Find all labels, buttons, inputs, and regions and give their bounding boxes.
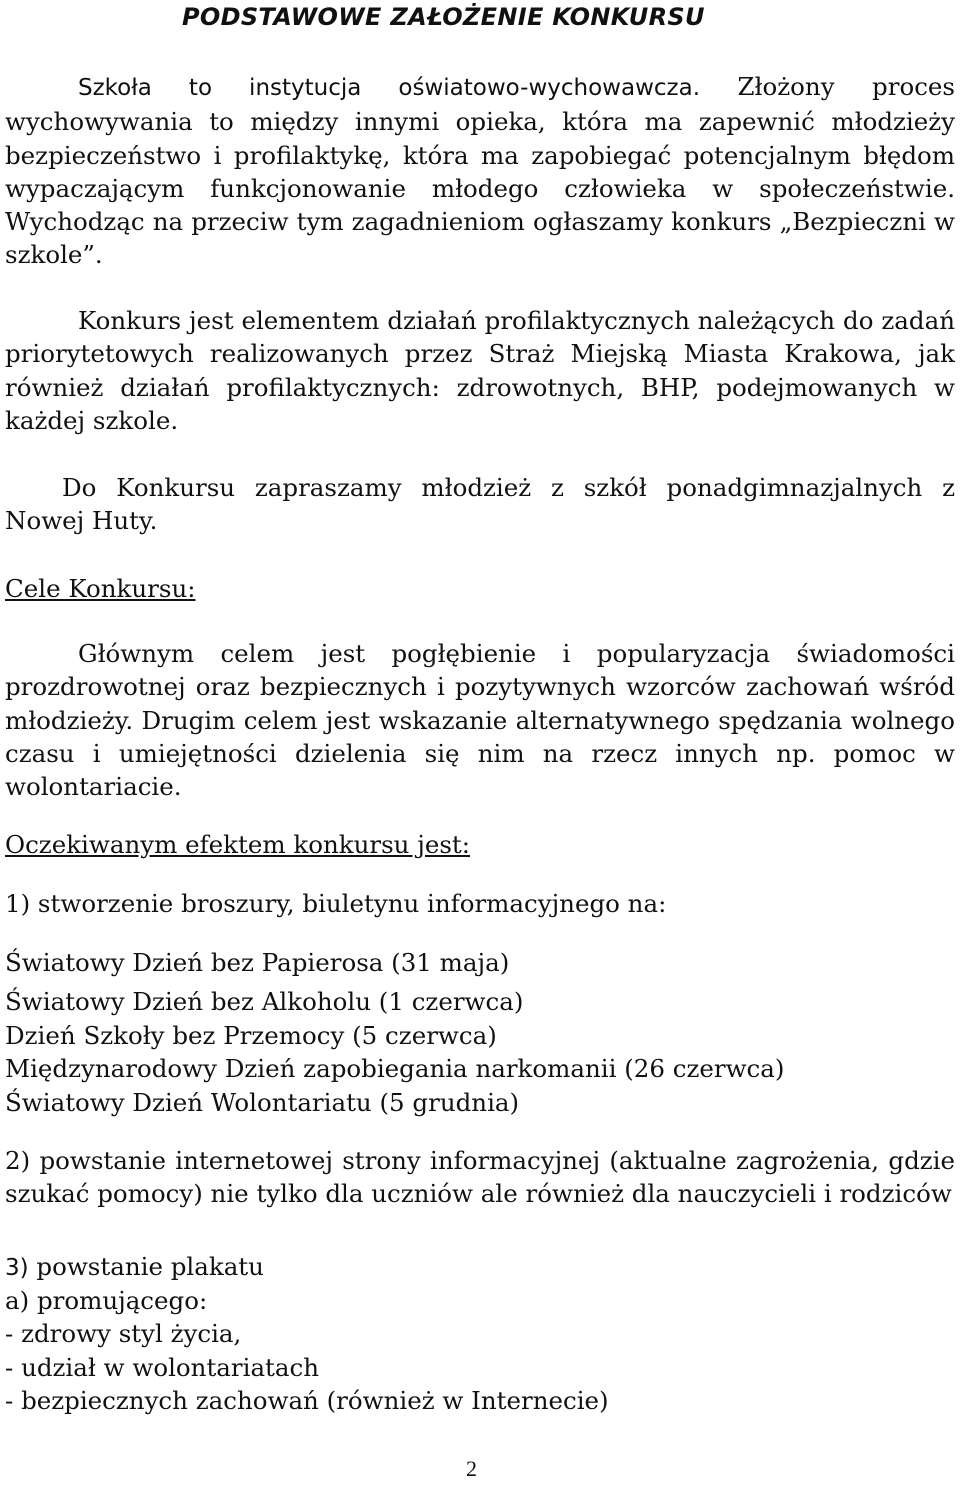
bullet-item: - udział w wolontariatach	[5, 1353, 320, 1382]
list-item-2: 2) powstanie internetowej strony informacyjnej (aktualne zagrożenia, gdzie szukać pomocy) nie tylko dla uczniów ale również dla nauczycieli i rodziców	[5, 1146, 955, 1209]
day-item: Światowy Dzień bez Alkoholu (1 czerwca)	[5, 987, 524, 1016]
bullet-item: - zdrowy styl życia,	[5, 1319, 242, 1348]
list-item-3-number: 3)	[5, 1255, 29, 1281]
heading-goals: Cele Konkursu:	[5, 574, 196, 603]
list-item-3	[5, 1250, 264, 1285]
list-item-1: 1) stworzenie broszury, biuletynu informacyjnego na:	[5, 889, 667, 918]
day-item: Dzień Szkoły bez Przemocy (5 czerwca)	[5, 1021, 497, 1050]
paragraph-goals: Głównym celem jest pogłębienie i popularyzacja świadomości prozdrowotnej oraz bezpiecznych i pozytywnych wzorców zachowań wśród młodzieży. Drugim celem jest wskazanie alternatywnego spędzania wolnego czasu i umiejętności dzielenia się nim na rzecz innych np. pomoc w wolontariacie.	[5, 639, 955, 802]
list-item-3a: a) promującego:	[5, 1286, 208, 1315]
paragraph-invitation: Do Konkursu zapraszamy młodzież z szkół ponadgimnazjalnych z Nowej Huty.	[5, 473, 955, 536]
page-number: 2	[466, 1456, 477, 1481]
paragraph-intro	[5, 70, 955, 272]
intro-rest: Złożony proces wychowywania to między innymi opieka, która ma zapewnić młodzieży bezpieczeństwo i profilaktykę, która ma zapobiegać potencjalnym błędom wypaczającym funkcjonowanie młodego człowieka w społeczeństwie. Wychodząc na przeciw tym zagadnieniom ogłaszamy konkurs „Bezpieczni w szkole”.	[5, 72, 955, 270]
bullet-item: - bezpiecznych zachowań (również w Internecie)	[5, 1386, 609, 1415]
day-item: Światowy Dzień Wolontariatu (5 grudnia)	[5, 1088, 520, 1117]
heading-expected-effect: Oczekiwanym efektem konkursu jest:	[5, 830, 471, 859]
intro-first-sentence: Szkoła to instytucja oświatowo-wychowawcza.	[78, 75, 701, 101]
day-item: Światowy Dzień bez Papierosa (31 maja)	[5, 948, 510, 977]
day-item: Międzynarodowy Dzień zapobiegania narkomanii (26 czerwca)	[5, 1054, 785, 1083]
list-item-3-text: powstanie plakatu	[28, 1252, 264, 1281]
paragraph-contest-description: Konkurs jest elementem działań profilaktycznych należących do zadań priorytetowych realizowanych przez Straż Miejską Miasta Krakowa, jak również działań profilaktycznych: zdrowotnych, BHP, podejmowanych w każdej szkole.	[5, 306, 955, 435]
document-title: PODSTAWOWE ZAŁOŻENIE KONKURSU	[182, 3, 705, 31]
